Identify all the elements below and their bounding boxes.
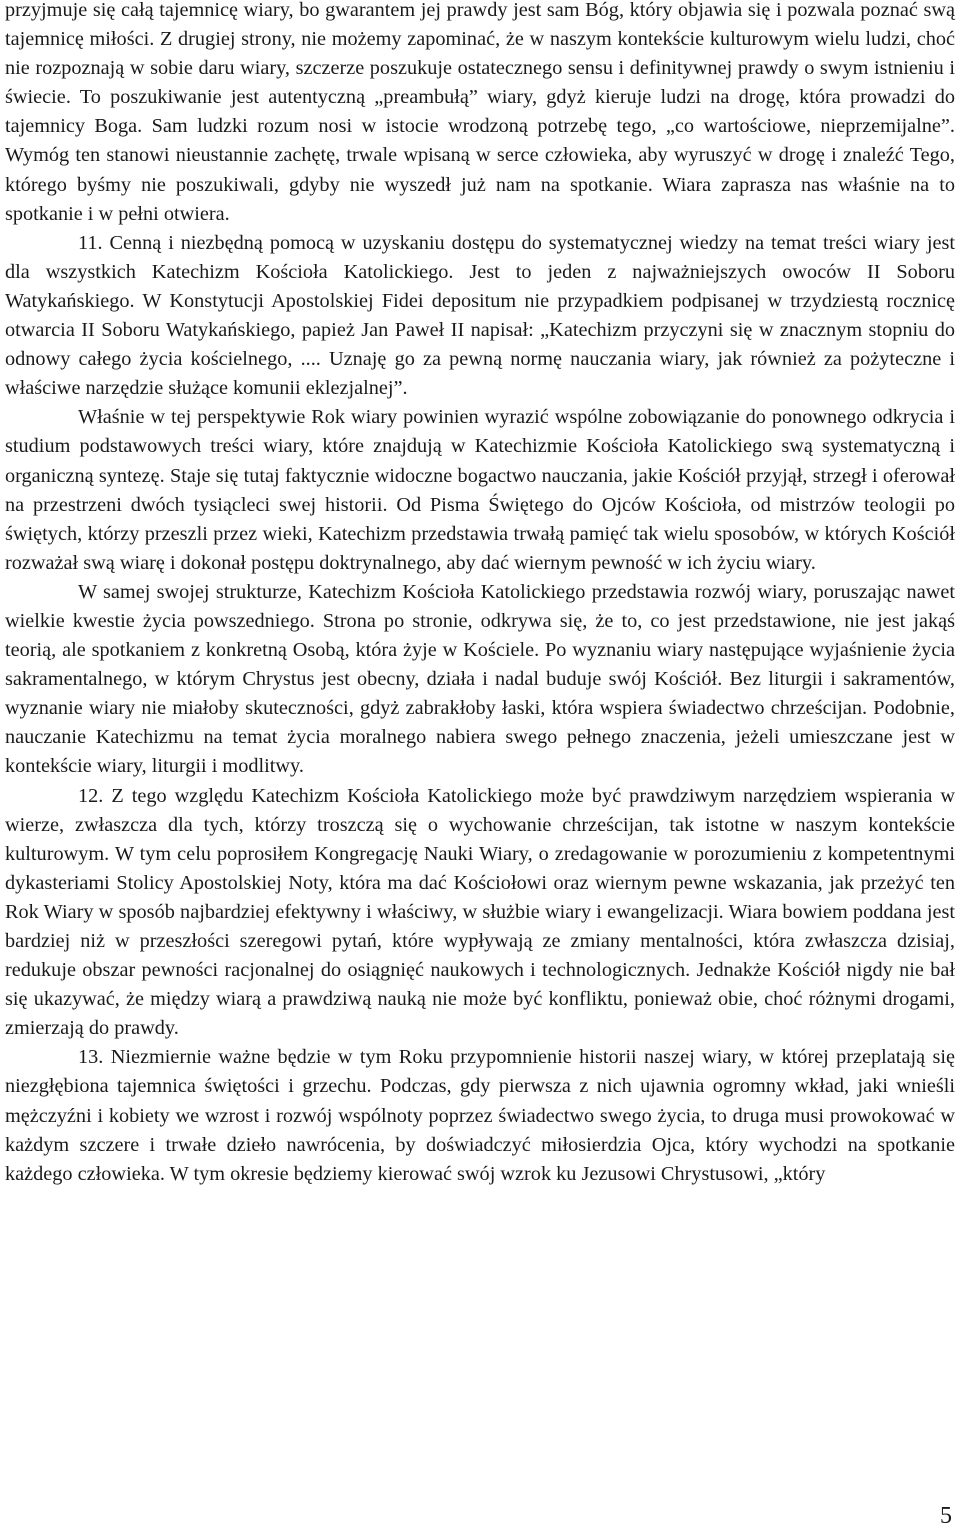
paragraph-11: 11. Cenną i niezbędną pomocą w uzyskaniu dostępu do systematycznej wiedzy na temat treści wiary jest dla wszystkich Katechizm Kościoła Katolickiego. Jest to jeden z najważniejszych owoców II Soboru Watykańskiego. W Konstytucji Apostolskiej Fidei depositum nie przypadkiem podpisanej w trzydziestą rocznicę otwarcia II Soboru Watykańskiego, papież Jan Paweł II napisał: „Katechizm przyczyni się w znacznym stopniu do odnowy całego życia kościelnego, .... Uznaję go za pewną normę nauczania wiary, jak również za pożyteczne i właściwe narzędzie służące komunii eklezjalnej”. [5, 231, 955, 400]
paragraph-catechism-structure: W samej swojej strukturze, Katechizm Kościoła Katolickiego przedstawia rozwój wiary, poruszając nawet wielkie kwestie życia powszedniego. Strona po stronie, odkrywa się, że to, co jest przedstawione, nie jest jakąś teorią, ale spotkaniem z konkretną Osobą, która żyje w Kościele. Po wyznaniu wiary następujące wyjaśnienie życia sakramentalnego, w którym Chrystus jest obecny, działa i nadal buduje swój Kościół. Bez liturgii i sakramentów, wyznanie wiary nie miałoby skuteczności, gdyż zabrakłoby łaski, która wspiera świadectwo chrześcijan. Podobnie, nauczanie Katechizmu na temat życia moralnego nabiera swego pełnego znaczenia, jeżeli umieszczane jest w kontekście wiary, liturgii i modlitwy. [5, 580, 955, 778]
paragraph-continued: przyjmuje się całą tajemnicę wiary, bo gwarantem jej prawdy jest sam Bóg, który objawia się i pozwala poznać swą tajemnicę miłości. Z drugiej strony, nie możemy zapominać, że w naszym kontekście kulturowym wielu ludzi, choć nie rozpoznają w sobie daru wiary, szczerze poszukuje ostatecznego sensu i definitywnej prawdy o swym istnieniu i świecie. To poszukiwanie jest autentyczną „preambułą” wiary, gdyż kieruje ludzi na drogę, która prowadzi do tajemnicy Boga. Sam ludzki rozum nosi w istocie wrodzoną potrzebę tego, „co wartościowe, nieprzemijalne”. Wymóg ten stanowi nieustannie zachętę, trwale wpisaną w serce człowieka, aby wyruszyć w drogę i znaleźć Tego, którego byśmy nie poszukiwali, gdyby nie wyszedł już nam na spotkanie. Wiara zaprasza nas właśnie na to spotkanie i w pełni otwiera. [5, 0, 955, 225]
paragraph-12: 12. Z tego względu Katechizm Kościoła Katolickiego może być prawdziwym narzędziem wspierania w wierze, zwłaszcza dla tych, którzy troszczą się o wychowanie chrześcijan, tak istotne w naszym kontekście kulturowym. W tym celu poprosiłem Kongregację Nauki Wiary, o zredagowanie w porozumieniu z kompetentnymi dykasteriami Stolicy Apostolskiej Noty, która ma dać Kościołowi oraz wiernym pewne wskazania, jak przeżyć ten Rok Wiary w sposób najbardziej efektywny i właściwy, w służbie wiary i ewangelizacji. Wiara bowiem poddana jest bardziej niż w przeszłości szeregowi pytań, które wypływają ze zmiany mentalności, która zwłaszcza dzisiaj, redukuje obszar pewności racjonalnej do osiągnięć naukowych i technologicznych. Jednakże Kościół nigdy nie bał się ukazywać, że między wiarą a prawdziwą nauką nie może być konfliktu, ponieważ obie, choć różnymi drogami, zmierzają do prawdy. [5, 784, 955, 1040]
page-number: 5 [940, 1503, 952, 1529]
paragraph-13: 13. Niezmiernie ważne będzie w tym Roku przypomnienie historii naszej wiary, w której przeplatają się niezgłębiona tajemnica świętości i grzechu. Podczas, gdy pierwsza z nich ujawnia ogromny wkład, jaki wnieśli mężczyźni i kobiety we wzrost i rozwój wspólnoty poprzez świadectwo swego życia, to druga musi prowokować w każdym szczere i trwałe dzieło nawrócenia, by doświadczyć miłosierdzia Ojca, który wychodzi na spotkanie każdego człowieka. W tym okresie będziemy kierować swój wzrok ku Jezusowi Chrystusowi, „który [5, 1046, 955, 1185]
paragraph-year-of-faith-perspective: Właśnie w tej perspektywie Rok wiary powinien wyrazić wspólne zobowiązanie do ponownego odkrycia i studium podstawowych treści wiary, które znajdują w Katechizmie Kościoła Katolickiego swą systematyczną i organiczną syntezę. Staje się tutaj faktycznie widoczne bogactwo nauczania, jakie Kościół przyjął, strzegł i oferował na przestrzeni dwóch tysiącleci swej historii. Od Pisma Świętego do Ojców Kościoła, od mistrzów teologii po świętych, którzy przeszli przez wieki, Katechizm przedstawia trwałą pamięć tak wielu sposobów, w których Kościół rozważał swą wiarę i dokonał postępu doktrynalnego, aby dać wiernym pewność w ich życiu wiary. [5, 406, 955, 574]
document-page [5, 0, 955, 1189]
